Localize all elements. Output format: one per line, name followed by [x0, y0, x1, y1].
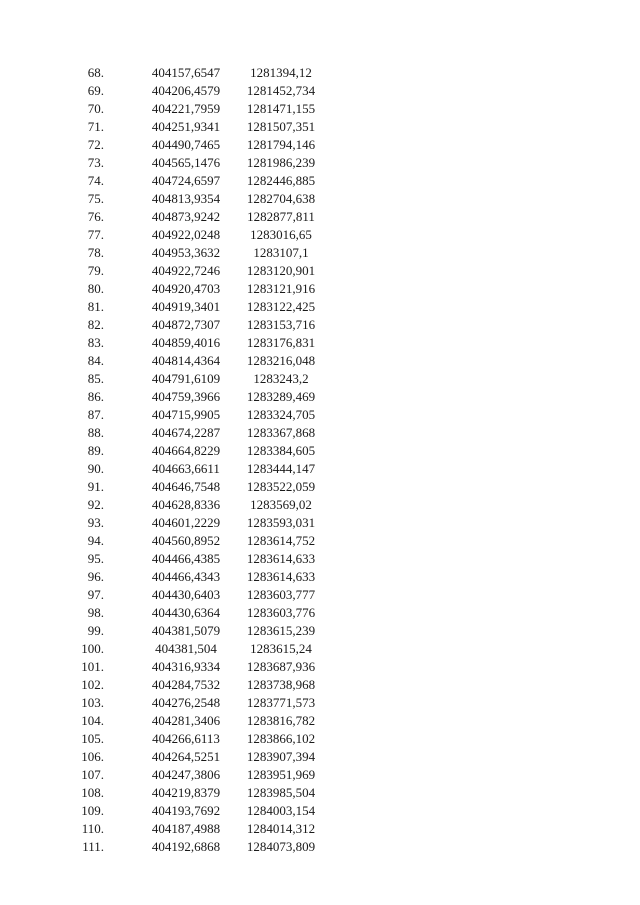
- point-number: 88.: [87, 425, 104, 440]
- point-number: 84.: [87, 353, 104, 368]
- table-row: [60, 514, 330, 532]
- y-coordinate: 1283738,968: [246, 677, 316, 692]
- point-number: 102.: [81, 677, 104, 692]
- x-coordinate: 404560,8952: [151, 533, 221, 548]
- y-coordinate: 1283866,102: [246, 731, 316, 746]
- y-coordinate: 1283614,633: [246, 569, 316, 584]
- y-coordinate: 1282877,811: [247, 209, 315, 224]
- y-coordinate: 1283216,048: [246, 353, 316, 368]
- point-number: 111.: [82, 839, 104, 854]
- x-coordinate: 404920,4703: [151, 281, 221, 296]
- y-coordinate: 1282446,885: [246, 173, 316, 188]
- point-number: 96.: [87, 569, 104, 584]
- x-coordinate: 404157,6547: [151, 65, 221, 80]
- table-row: [60, 208, 330, 226]
- y-coordinate: 1281794,146: [246, 137, 316, 152]
- table-row: [60, 370, 330, 388]
- y-coordinate: 1283593,031: [246, 515, 316, 530]
- point-number: 73.: [87, 155, 104, 170]
- x-coordinate: 404490,7465: [151, 137, 221, 152]
- x-coordinate: 404276,2548: [151, 695, 221, 710]
- x-coordinate: 404646,7548: [151, 479, 221, 494]
- y-coordinate: 1281471,155: [246, 101, 316, 116]
- table-row: [60, 478, 330, 496]
- point-number: 76.: [87, 209, 104, 224]
- x-coordinate: 404565,1476: [151, 155, 221, 170]
- point-number: 82.: [87, 317, 104, 332]
- point-number: 86.: [87, 389, 104, 404]
- x-coordinate: 404247,3806: [151, 767, 221, 782]
- y-coordinate: 1283444,147: [246, 461, 316, 476]
- point-number: 105.: [81, 731, 104, 746]
- point-number: 108.: [81, 785, 104, 800]
- y-coordinate: 1283985,504: [246, 785, 316, 800]
- table-row: [60, 136, 330, 154]
- y-coordinate: 1283615,239: [246, 623, 316, 638]
- table-row: [60, 226, 330, 244]
- point-number: 95.: [87, 551, 104, 566]
- point-number: 68.: [87, 65, 104, 80]
- y-coordinate: 1283614,633: [246, 551, 316, 566]
- x-coordinate: 404221,7959: [151, 101, 221, 116]
- x-coordinate: 404266,6113: [152, 731, 220, 746]
- table-row: [60, 424, 330, 442]
- table-row: [60, 334, 330, 352]
- y-coordinate: 1284003,154: [246, 803, 316, 818]
- x-coordinate: 404814,4364: [151, 353, 221, 368]
- table-row: [60, 658, 330, 676]
- x-coordinate: 404251,9341: [151, 119, 221, 134]
- y-coordinate: 1284014,312: [246, 821, 316, 836]
- point-number: 101.: [81, 659, 104, 674]
- table-row: [60, 316, 330, 334]
- table-row: [60, 406, 330, 424]
- point-number: 79.: [87, 263, 104, 278]
- y-coordinate: 1283153,716: [246, 317, 316, 332]
- x-coordinate: 404873,9242: [151, 209, 221, 224]
- y-coordinate: 1282704,638: [246, 191, 316, 206]
- y-coordinate: 1283771,573: [246, 695, 316, 710]
- table-row: [60, 838, 330, 856]
- x-coordinate: 404601,2229: [151, 515, 221, 530]
- y-coordinate: 1283107,1: [253, 245, 309, 260]
- x-coordinate: 404953,3632: [151, 245, 221, 260]
- y-coordinate: 1281394,12: [250, 65, 312, 80]
- table-row: [60, 568, 330, 586]
- point-number: 70.: [87, 101, 104, 116]
- y-coordinate: 1283367,868: [246, 425, 316, 440]
- coordinate-table: [60, 64, 330, 856]
- point-number: 98.: [87, 605, 104, 620]
- point-number: 94.: [87, 533, 104, 548]
- x-coordinate: 404187,4988: [151, 821, 221, 836]
- x-coordinate: 404813,9354: [151, 191, 221, 206]
- table-row: [60, 244, 330, 262]
- table-row: [60, 550, 330, 568]
- point-number: 87.: [87, 407, 104, 422]
- point-number: 100.: [81, 641, 104, 656]
- table-row: [60, 802, 330, 820]
- x-coordinate: 404724,6597: [151, 173, 221, 188]
- x-coordinate: 404192,6868: [151, 839, 221, 854]
- table-row: [60, 532, 330, 550]
- y-coordinate: 1283016,65: [250, 227, 312, 242]
- x-coordinate: 404284,7532: [151, 677, 221, 692]
- table-row: [60, 442, 330, 460]
- table-row: [60, 712, 330, 730]
- table-row: [60, 784, 330, 802]
- y-coordinate: 1283522,059: [246, 479, 316, 494]
- point-number: 92.: [87, 497, 104, 512]
- table-row: [60, 622, 330, 640]
- point-number: 71.: [87, 119, 104, 134]
- y-coordinate: 1283603,776: [246, 605, 316, 620]
- point-number: 77.: [87, 227, 104, 242]
- table-row: [60, 604, 330, 622]
- point-number: 109.: [81, 803, 104, 818]
- x-coordinate: 404664,8229: [151, 443, 221, 458]
- table-row: [60, 820, 330, 838]
- table-row: [60, 748, 330, 766]
- y-coordinate: 1283121,916: [246, 281, 316, 296]
- point-number: 97.: [87, 587, 104, 602]
- table-row: [60, 676, 330, 694]
- point-number: 106.: [81, 749, 104, 764]
- point-number: 81.: [87, 299, 104, 314]
- point-number: 91.: [87, 479, 104, 494]
- point-number: 110.: [81, 821, 104, 836]
- y-coordinate: 1283122,425: [246, 299, 316, 314]
- x-coordinate: 404872,7307: [151, 317, 221, 332]
- point-number: 83.: [87, 335, 104, 350]
- point-number: 93.: [87, 515, 104, 530]
- table-row: [60, 388, 330, 406]
- y-coordinate: 1283120,901: [246, 263, 316, 278]
- x-coordinate: 404922,0248: [151, 227, 221, 242]
- x-coordinate: 404430,6364: [151, 605, 221, 620]
- x-coordinate: 404466,4343: [151, 569, 221, 584]
- point-number: 72.: [87, 137, 104, 152]
- table-row: [60, 64, 330, 82]
- table-row: [60, 262, 330, 280]
- point-number: 107.: [81, 767, 104, 782]
- y-coordinate: 1283324,705: [246, 407, 316, 422]
- x-coordinate: 404381,5079: [151, 623, 221, 638]
- table-row: [60, 640, 330, 658]
- y-coordinate: 1283615,24: [250, 641, 312, 656]
- y-coordinate: 1283243,2: [253, 371, 309, 386]
- y-coordinate: 1283687,936: [246, 659, 316, 674]
- point-number: 78.: [87, 245, 104, 260]
- x-coordinate: 404674,2287: [151, 425, 221, 440]
- y-coordinate: 1283816,782: [246, 713, 316, 728]
- y-coordinate: 1281452,734: [246, 83, 316, 98]
- y-coordinate: 1283614,752: [246, 533, 316, 548]
- table-row: [60, 172, 330, 190]
- y-coordinate: 1284073,809: [246, 839, 316, 854]
- y-coordinate: 1281986,239: [246, 155, 316, 170]
- point-number: 89.: [87, 443, 104, 458]
- x-coordinate: 404281,3406: [151, 713, 221, 728]
- point-number: 75.: [87, 191, 104, 206]
- x-coordinate: 404193,7692: [151, 803, 221, 818]
- table-row: [60, 694, 330, 712]
- table-row: [60, 154, 330, 172]
- x-coordinate: 404219,8379: [151, 785, 221, 800]
- x-coordinate: 404919,3401: [151, 299, 221, 314]
- point-number: 74.: [87, 173, 104, 188]
- x-coordinate: 404922,7246: [151, 263, 221, 278]
- table-row: [60, 100, 330, 118]
- x-coordinate: 404206,4579: [151, 83, 221, 98]
- x-coordinate: 404759,3966: [151, 389, 221, 404]
- y-coordinate: 1283176,831: [246, 335, 316, 350]
- x-coordinate: 404715,9905: [151, 407, 221, 422]
- table-row: [60, 586, 330, 604]
- point-number: 103.: [81, 695, 104, 710]
- table-row: [60, 496, 330, 514]
- x-coordinate: 404264,5251: [151, 749, 221, 764]
- y-coordinate: 1283289,469: [246, 389, 316, 404]
- y-coordinate: 1283384,605: [246, 443, 316, 458]
- x-coordinate: 404466,4385: [151, 551, 221, 566]
- y-coordinate: 1283907,394: [246, 749, 316, 764]
- y-coordinate: 1283951,969: [246, 767, 316, 782]
- table-row: [60, 280, 330, 298]
- point-number: 99.: [87, 623, 104, 638]
- y-coordinate: 1281507,351: [246, 119, 316, 134]
- x-coordinate: 404791,6109: [151, 371, 221, 386]
- y-coordinate: 1283569,02: [250, 497, 312, 512]
- point-number: 80.: [87, 281, 104, 296]
- point-number: 85.: [87, 371, 104, 386]
- x-coordinate: 404663,6611: [152, 461, 220, 476]
- table-row: [60, 190, 330, 208]
- table-row: [60, 352, 330, 370]
- point-number: 104.: [81, 713, 104, 728]
- table-row: [60, 766, 330, 784]
- x-coordinate: 404430,6403: [151, 587, 221, 602]
- table-row: [60, 298, 330, 316]
- point-number: 69.: [87, 83, 104, 98]
- table-row: [60, 118, 330, 136]
- y-coordinate: 1283603,777: [246, 587, 316, 602]
- x-coordinate: 404316,9334: [151, 659, 221, 674]
- x-coordinate: 404381,504: [155, 641, 217, 656]
- table-row: [60, 82, 330, 100]
- x-coordinate: 404859,4016: [151, 335, 221, 350]
- table-row: [60, 460, 330, 478]
- point-number: 90.: [87, 461, 104, 476]
- x-coordinate: 404628,8336: [151, 497, 221, 512]
- table-row: [60, 730, 330, 748]
